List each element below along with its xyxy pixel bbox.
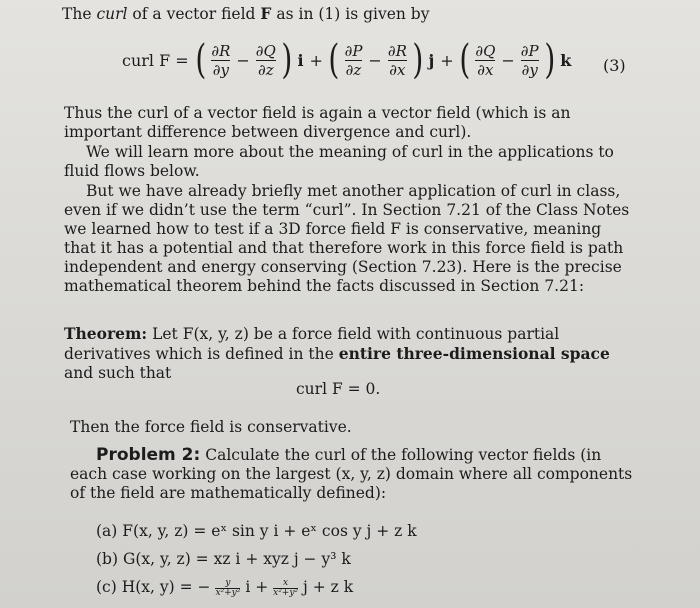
frac-x-over-r2: $\frac{x}{\text{x²+y²}}$ <box>273 577 299 598</box>
frac-dq-dx: $\frac{\partial Q}{\partial x}$ <box>475 41 496 79</box>
equation-number: (3) <box>603 56 626 75</box>
problem-2-block: Problem 2: Calculate the curl of the following vector fields (in each case working on the largest (x, y, z) domain where all components of the field are mathematically defined): <box>70 445 633 502</box>
frac-dq-dz: $\frac{\partial Q}{\partial z}$ <box>255 41 276 79</box>
problem-item-c: (c) H(x, y) = − $\frac{y}{\text{x²+y²}}$ i + $\frac{x}{\text{x²+y²}}$ j + z k <box>96 577 354 598</box>
paragraph-1: Thus the curl of a vector field is again a vector field (which is an important difference between divergence and curl). <box>64 104 571 141</box>
theorem-condition: curl F = 0. <box>296 380 381 398</box>
problem-label: Problem 2: <box>96 445 201 465</box>
frac-dr-dy: $\frac{\partial R}{\partial y}$ <box>211 41 231 79</box>
intro-line: The curl of a vector field F as in (1) is given by <box>62 4 430 23</box>
theorem-block: Theorem: Let F(x, y, z) be a force field with continuous partial derivatives which is defined in the entire three-dimensional space and such that <box>64 324 610 382</box>
problem-item-a: (a) F(x, y, z) = eˣ sin y i + eˣ cos y j + z k <box>96 522 417 540</box>
theorem-label: Theorem: <box>64 324 148 343</box>
frac-dp-dz: $\frac{\partial P}{\partial z}$ <box>344 41 363 79</box>
problem-item-b: (b) G(x, y, z) = xz i + xyz j − y³ k <box>96 550 351 568</box>
frac-dp-dy: $\frac{\partial P}{\partial y}$ <box>520 41 539 79</box>
paragraph-2: We will learn more about the meaning of curl in the applications to fluid flows below. <box>64 143 614 180</box>
equation-lhs: curl F = <box>122 50 189 70</box>
frac-y-over-r2: $\frac{y}{\text{x²+y²}}$ <box>215 577 241 598</box>
paragraph-3: But we have already briefly met another application of curl in class, even if we didn’t use the term “curl”. In Section 7.21 of the Class Notes we learned how to test if a 3D force field F is conservative, meaning that it has a potential and that therefore work in this force field is path independent and energy conserving (Section 7.23). Here is the precise mathematical theorem behind the facts discussed in Section 7.21: <box>64 182 630 295</box>
curl-equation: curl F = ( $\frac{\partial R}{\partial y}$ − $\frac{\partial Q}{\partial z}$ ) i + ( $\frac{\partial P}{\partial z}$ − $\frac{\partial R}{\partial x}$ ) j + ( $\frac{\partial Q}{\partial x}$ − $\frac{\partial P}{\partial y}$ ) k <box>122 37 572 83</box>
frac-dr-dx: $\frac{\partial R}{\partial x}$ <box>387 41 407 79</box>
theorem-conclusion: Then the force field is conservative. <box>70 418 352 436</box>
